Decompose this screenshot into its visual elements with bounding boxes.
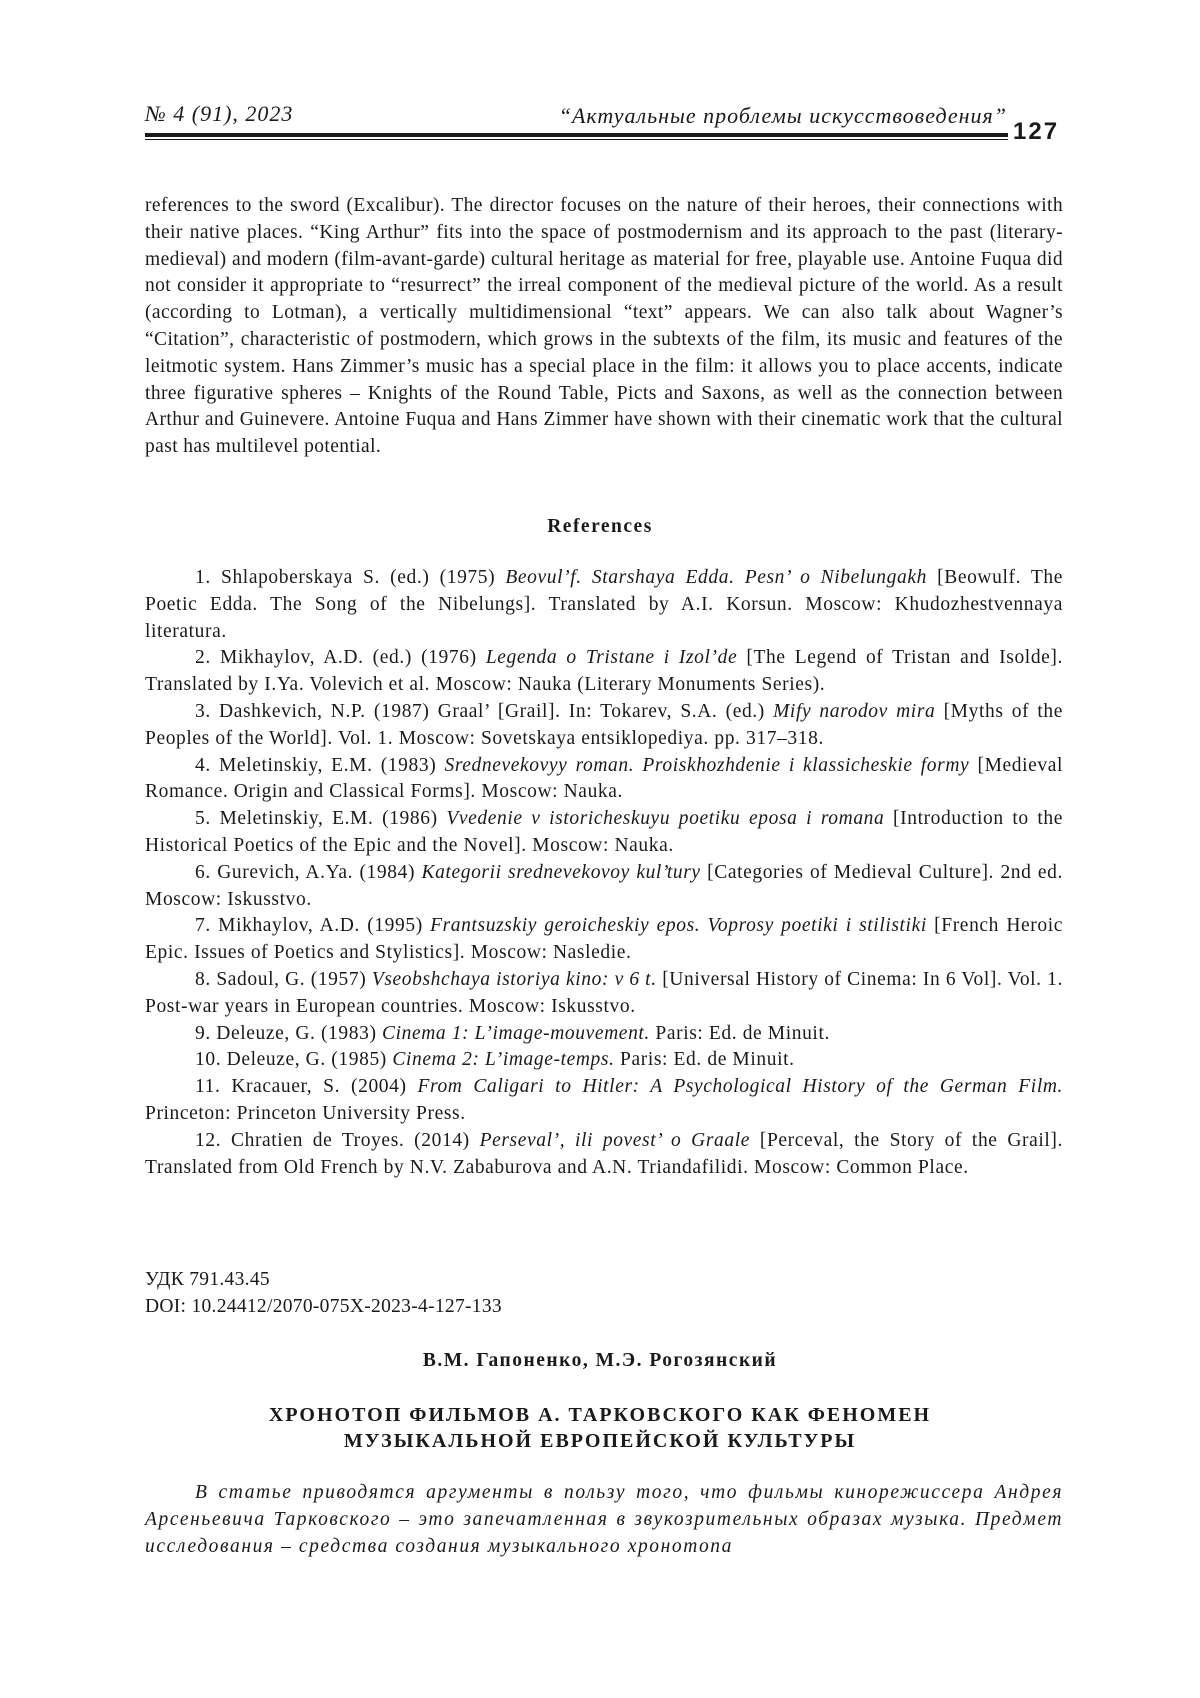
body-paragraph: references to the sword (Excalibur). The director focuses on the nature of their heroes, their connections with their native places. “King Arthur” fits into the space of postmodernism and its approach to the past (literary-medieval) and modern (film-avant-garde) cultural heritage as material for free, playable use. Antoine Fuqua did not consider it appropriate to “resurrect” the irreal component of the medieval picture of the world. As a result (according to Lotman), a vertically multidimensional “text” appears. We can also talk about Wagner’s “Citation”, characteristic of postmodern, which grows in the subtexts of the film, its music and features of the leitmotic system. Hans Zimmer’s music has a special place in the film: it allows you to place accents, indicate three figurative spheres – Knights of the Round Table, Picts and Saxons, as well as the connection between Arthur and Guinevere. Antoine Fuqua and Hans Zimmer have shown with their cinematic work that the cultural past has multilevel potential. — [145, 195, 1063, 458]
reference-item: 2. Mikhaylov, A.D. (ed.) (1976) Legenda o Tristane i Izol’de [The Legend of Tristan and Isolde]. Translated by I.Ya. Volevich et al. Moscow: Nauka (Literary Monuments Series). — [145, 647, 1064, 696]
article-abstract: В статье приводятся аргументы в пользу того, что фильмы кинорежиссера Андрея Арсеньевича Тарковского – это запечатленная в звукозрительных образах музыка. Предмет исследования – средства создания музыкального хронотопа — [145, 1482, 1063, 1557]
journal-name: “Актуальные проблемы искусствоведения” — [558, 103, 1007, 128]
reference-item: 8. Sadoul, G. (1957) Vseobshchaya istoriya kino: v 6 t. [Universal History of Cinema: In 6 Vol]. Vol. 1. Post-war years in European countries. Moscow: Iskusstvo. — [145, 968, 1063, 1017]
reference-item: 4. Meletinskiy, E.M. (1983) Srednevekovyy roman. Proiskhozhdenie i klassicheskie formy [Medieval Romance. Origin and Classical Forms]. Moscow: Nauka. — [145, 754, 1064, 803]
article-title — [0, 1402, 1200, 1454]
article-authors: В.М. Гапоненко, М.Э. Рогозянский — [422, 1350, 778, 1371]
udk-code: УДК 791.43.45 — [145, 1269, 270, 1290]
reference-item: 6. Gurevich, A.Ya. (1984) Kategorii srednevekovoy kul’tury [Categories of Medieval Culture]. 2nd ed. Moscow: Iskusstvo. — [145, 861, 1064, 910]
issue-label: № 4 (91), 2023 — [145, 101, 294, 126]
reference-item: 1. Shlapoberskaya S. (ed.) (1975) Beovul’f. Starshaya Edda. Pesn’ o Nibelungakh [Beowulf. The Poetic Edda. The Song of the Nibelungs]. Translated by A.I. Korsun. Moscow: Khudozhestvennaya literatura. — [145, 567, 1063, 642]
reference-item: 7. Mikhaylov, A.D. (1995) Frantsuzskiy geroicheskiy epos. Voprosy poetiki i stilistiki [French Heroic Epic. Issues of Poetics and Stylistics]. Moscow: Nasledie. — [145, 915, 1063, 964]
reference-list — [145, 565, 1063, 1181]
header-rule-thick — [145, 133, 1008, 137]
reference-item: 5. Meletinskiy, E.M. (1986) Vvedenie v istoricheskuyu poetiku eposa i romana [Introduction to the Historical Poetics of the Epic and the Novel]. Moscow: Nauka. — [145, 808, 1063, 856]
doi-code: DOI: 10.24412/2070-075X-2023-4-127-133 — [145, 1296, 502, 1317]
article-identifiers — [145, 1266, 502, 1320]
page-number: 127 — [1013, 118, 1060, 145]
reference-item: 9. Deleuze, G. (1983) Cinema 1: L’image-mouvement. Paris: Ed. de Minuit. — [195, 1022, 830, 1044]
reference-item: 11. Kracauer, S. (2004) From Caligari to Hitler: A Psychological History of the German Film. Princeton: Princeton University Press. — [145, 1076, 1063, 1124]
reference-item: 3. Dashkevich, N.P. (1987) Graal’ [Grail]. In: Tokarev, S.A. (ed.) Mify narodov mira [Myths of the Peoples of the World]. Vol. 1. Moscow: Sovetskaya entsiklopediya. pp. 317–318. — [145, 700, 1063, 749]
reference-item: 10. Deleuze, G. (1985) Cinema 2: L’image-temps. Paris: Ed. de Minuit. — [195, 1049, 795, 1071]
reference-item: 12. Chratien de Troyes. (2014) Perseval’, ili povest’ o Graale [Perceval, the Story of the Grail]. Translated from Old French by N.V. Zababurova and A.N. Triandafilidi. Moscow: Common Place. — [145, 1129, 1063, 1178]
title-line: МУЗЫКАЛЬНОЙ ЕВРОПЕЙСКОЙ КУЛЬТУРЫ — [343, 1430, 857, 1452]
references-heading: References — [547, 516, 653, 537]
title-line: ХРОНОТОП ФИЛЬМОВ А. ТАРКОВСКОГО КАК ФЕНОМЕН — [268, 1404, 932, 1426]
header-rule-thin — [145, 139, 1008, 140]
